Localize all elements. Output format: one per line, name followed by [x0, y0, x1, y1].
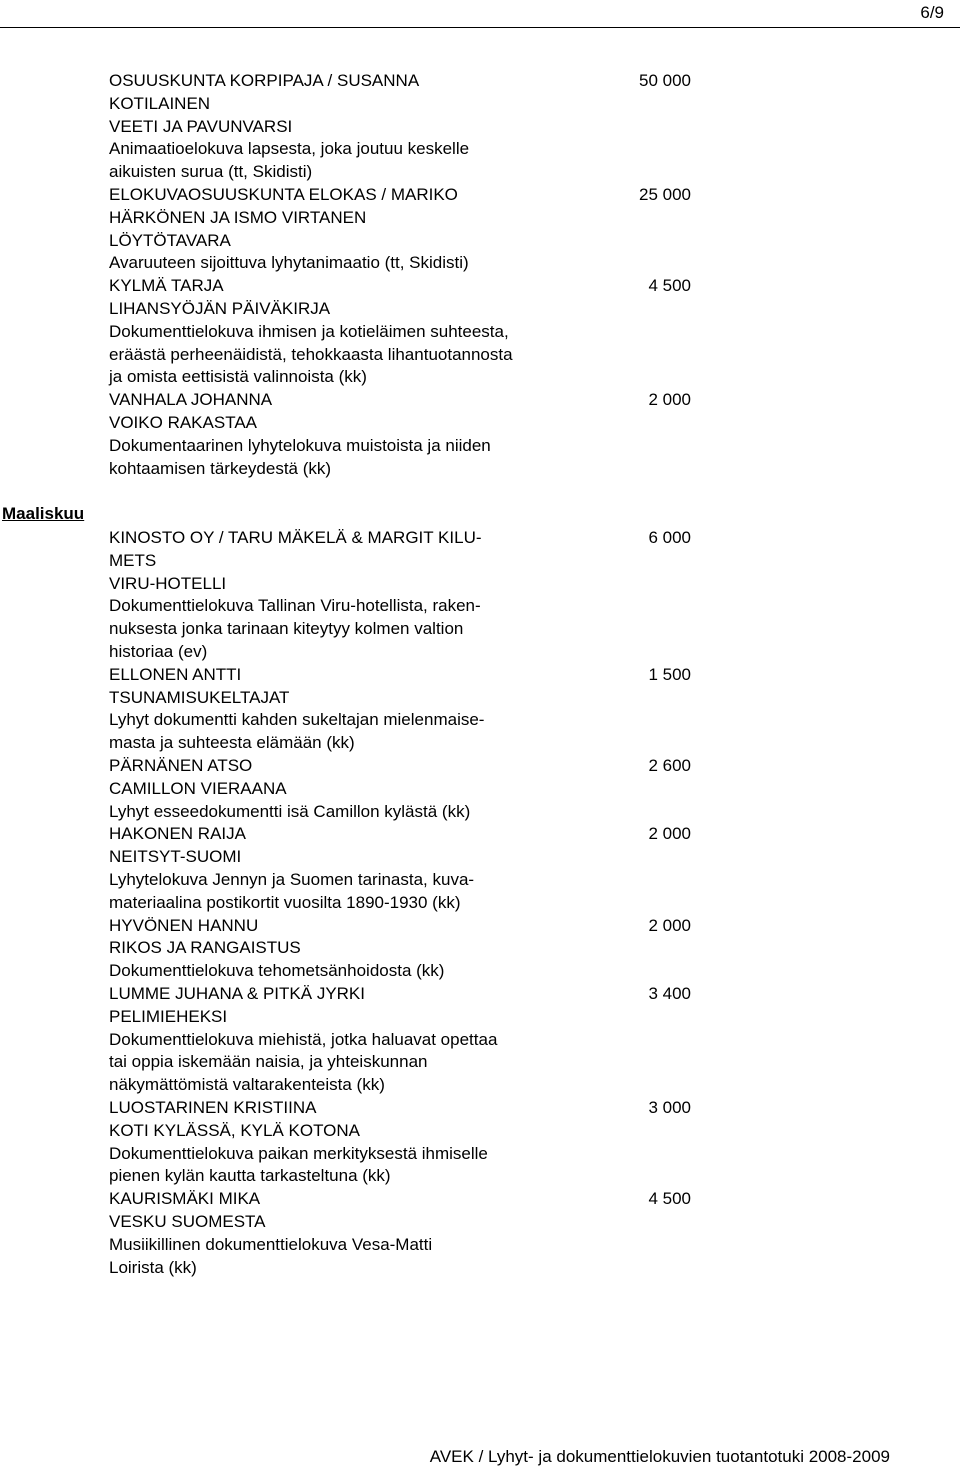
entry-line: Avaruuteen sijoittuva lyhytanimaatio (tt, Skidisti) — [109, 253, 469, 273]
grant-entry — [109, 184, 691, 275]
grant-entry — [109, 275, 691, 389]
entry-line: VEETI JA PAVUNVARSI — [109, 116, 293, 136]
header-rule — [0, 27, 960, 28]
grant-amount: 25 000 — [639, 184, 691, 204]
entry-line: historiaa (ev) — [109, 641, 208, 661]
entry-line: pienen kylän kautta tarkasteltuna (kk) — [109, 1166, 391, 1186]
entry-applicant: ELLONEN ANTTI — [109, 664, 242, 684]
grant-entry — [109, 915, 691, 983]
grant-amount: 6 000 — [648, 528, 691, 547]
entry-applicant: ELOKUVAOSUUSKUNTA ELOKAS / MARIKO — [109, 184, 458, 204]
entry-line: Dokumenttielokuva paikan merkityksestä ihmiselle — [109, 1143, 488, 1163]
entry-applicant: KAURISMÄKI MIKA — [109, 1189, 261, 1209]
entry-line: VOIKO RAKASTAA — [109, 412, 258, 432]
grant-entry — [109, 527, 691, 664]
entry-applicant: HAKONEN RAIJA — [109, 824, 246, 844]
entry-applicant: LUOSTARINEN KRISTIINA — [109, 1097, 317, 1117]
entry-line: VIRU-HOTELLI — [109, 573, 227, 593]
entry-line: VESKU SUOMESTA — [109, 1211, 266, 1231]
entry-line: nuksesta jonka tarinaan kiteytyy kolmen valtion — [109, 619, 464, 639]
entry-line: CAMILLON VIERAANA — [109, 778, 287, 798]
grant-amount: 4 500 — [648, 276, 691, 296]
entry-line: TSUNAMISUKELTAJAT — [109, 687, 290, 707]
entry-line: tai oppia iskemään naisia, ja yhteiskunnan — [109, 1052, 428, 1072]
grant-amount: 2 600 — [648, 755, 691, 775]
grant-amount: 3 400 — [648, 983, 691, 1003]
grant-list-top — [109, 70, 691, 480]
entry-line: kohtaamisen tärkeydestä (kk) — [109, 458, 332, 478]
entry-line: HÄRKÖNEN JA ISMO VIRTANEN — [109, 207, 367, 227]
entry-line: näkymättömistä valtarakenteista (kk) — [109, 1075, 385, 1095]
entry-line: NEITSYT-SUOMI — [109, 847, 242, 867]
entry-applicant: VANHALA JOHANNA — [109, 390, 273, 410]
entry-line: Dokumenttielokuva Tallinan Viru-hotellista, raken- — [109, 596, 481, 616]
grant-entry — [109, 755, 691, 823]
grant-entry — [109, 1188, 691, 1279]
grant-amount: 3 000 — [648, 1097, 691, 1117]
entry-line: Dokumenttielokuva tehometsänhoidosta (kk) — [109, 961, 445, 981]
entry-line: eräästä perheenäidistä, tehokkaasta lihantuotannosta — [109, 344, 513, 364]
entry-line: Loirista (kk) — [109, 1257, 197, 1277]
grant-amount: 2 000 — [648, 390, 691, 410]
entry-line: masta ja suhteesta elämään (kk) — [109, 733, 355, 753]
page-footer: AVEK / Lyhyt- ja dokumenttielokuvien tuotantotuki 2008-2009 — [429, 1447, 890, 1466]
grant-amount: 1 500 — [648, 664, 691, 684]
entry-line: aikuisten surua (tt, Skidisti) — [109, 162, 313, 182]
grant-amount: 4 500 — [648, 1189, 691, 1209]
grant-amount: 2 000 — [648, 915, 691, 935]
entry-applicant: KYLMÄ TARJA — [109, 276, 224, 296]
entry-line: ja omista eettisistä valinnoista (kk) — [109, 367, 367, 387]
entry-applicant: KINOSTO OY / TARU MÄKELÄ & MARGIT KILU- — [109, 528, 482, 547]
entry-line: Dokumenttielokuva miehistä, jotka haluavat opettaa — [109, 1029, 498, 1049]
entry-line: Musiikillinen dokumenttielokuva Vesa-Matti — [109, 1234, 433, 1254]
page-number: 6/9 — [920, 3, 944, 22]
entry-line: Lyhyt esseedokumentti isä Camillon kylästä (kk) — [109, 801, 471, 821]
grant-amount: 50 000 — [639, 71, 691, 90]
entry-applicant: HYVÖNEN HANNU — [109, 915, 259, 935]
entry-line: Dokumentaarinen lyhytelokuva muistoista ja niiden — [109, 435, 491, 455]
section-label-march: Maaliskuu — [2, 504, 85, 523]
entry-line: KOTI KYLÄSSÄ, KYLÄ KOTONA — [109, 1120, 360, 1140]
entry-line: Lyhyt dokumentti kahden sukeltajan mielenmaise- — [109, 710, 485, 730]
entry-applicant: OSUUSKUNTA KORPIPAJA / SUSANNA — [109, 71, 420, 90]
grant-list-march — [109, 527, 691, 1279]
entry-applicant: LUMME JUHANA & PITKÄ JYRKI — [109, 983, 365, 1003]
entry-line: LIHANSYÖJÄN PÄIVÄKIRJA — [109, 298, 331, 318]
grant-entry — [109, 664, 691, 755]
entry-line: RIKOS JA RANGAISTUS — [109, 938, 301, 958]
grant-entry — [109, 1097, 691, 1188]
entry-line: METS — [109, 550, 157, 570]
entry-line: materiaalina postikortit vuosilta 1890-1930 (kk) — [109, 892, 461, 912]
entry-line: LÖYTÖTAVARA — [109, 230, 231, 250]
grant-entry — [109, 70, 691, 184]
grant-entry — [109, 983, 691, 1097]
entry-applicant: PÄRNÄNEN ATSO — [109, 755, 253, 775]
grant-entry — [109, 823, 691, 914]
grant-entry — [109, 389, 691, 480]
entry-line: KOTILAINEN — [109, 93, 211, 113]
entry-line: PELIMIEHEKSI — [109, 1006, 228, 1026]
grant-amount: 2 000 — [648, 824, 691, 844]
entry-line: Animaatioelokuva lapsesta, joka joutuu keskelle — [109, 139, 470, 159]
entry-line: Lyhytelokuva Jennyn ja Suomen tarinasta, kuva- — [109, 869, 475, 889]
entry-line: Dokumenttielokuva ihmisen ja kotieläimen suhteesta, — [109, 321, 509, 341]
